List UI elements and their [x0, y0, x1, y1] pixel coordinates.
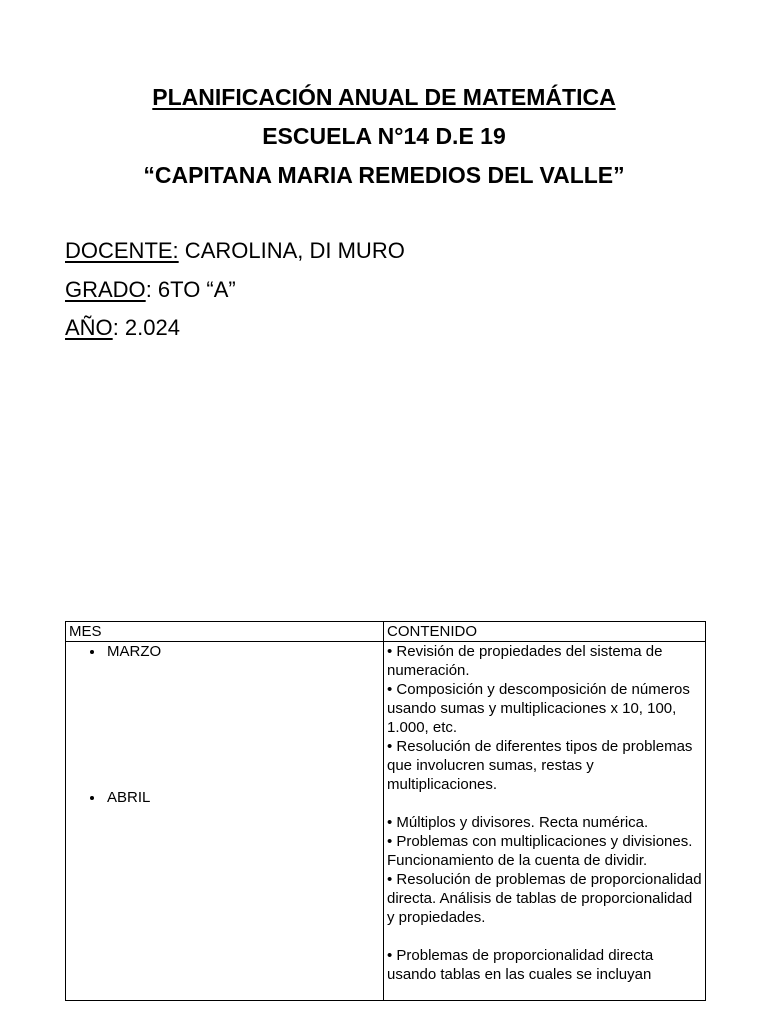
content-item: • Composición y descomposición de números usando sumas y multiplicaciones x 10, 100, 1.000, etc.	[387, 681, 690, 736]
school-name: “CAPITANA MARIA REMEDIOS DEL VALLE”	[143, 162, 625, 188]
anio-row	[65, 309, 405, 348]
docente-row	[65, 232, 405, 271]
content-item: • Resolución de diferentes tipos de problemas que involucren sumas, restas y multiplicaciones.	[387, 738, 693, 793]
grado-value: : 6TO “A”	[145, 276, 236, 302]
content-item: • Problemas con multiplicaciones y divisiones. Funcionamiento de la cuenta de dividir.	[387, 833, 693, 869]
planning-table	[65, 621, 706, 1001]
title-block	[0, 78, 768, 195]
info-block	[65, 232, 405, 348]
header-mes: MES	[66, 622, 384, 642]
month-abril: • ABRIL	[105, 788, 380, 807]
month-marzo: • MARZO	[105, 642, 380, 661]
header-contenido: CONTENIDO	[384, 622, 706, 642]
content-item: • Resolución de problemas de proporcionalidad directa. Análisis de tablas de proporcionalidad y propiedades.	[387, 871, 702, 926]
grado-label: GRADO	[65, 276, 146, 302]
content-item: • Múltiplos y divisores. Recta numérica.	[387, 814, 649, 831]
month-list	[69, 642, 380, 807]
content-item: • Problemas de proporcionalidad directa usando tablas en las cuales se incluyan	[387, 947, 654, 983]
document-title: PLANIFICACIÓN ANUAL DE MATEMÁTICA	[152, 84, 616, 110]
school-number: ESCUELA N°14 D.E 19	[262, 123, 506, 149]
grado-row	[65, 271, 405, 310]
anio-label: AÑO	[65, 315, 113, 340]
table-row	[66, 642, 706, 1001]
month-spacer	[105, 661, 380, 788]
content-spacer	[387, 794, 702, 813]
docente-label: DOCENTE:	[65, 238, 179, 263]
table-header-row	[66, 622, 706, 642]
anio-value: : 2.024	[112, 315, 180, 340]
contents-cell	[384, 642, 706, 1001]
content-item: • Revisión de propiedades del sistema de numeración.	[387, 643, 663, 679]
docente-value: CAROLINA, DI MURO	[178, 238, 405, 263]
months-cell	[66, 642, 384, 1001]
content-spacer	[387, 927, 702, 946]
